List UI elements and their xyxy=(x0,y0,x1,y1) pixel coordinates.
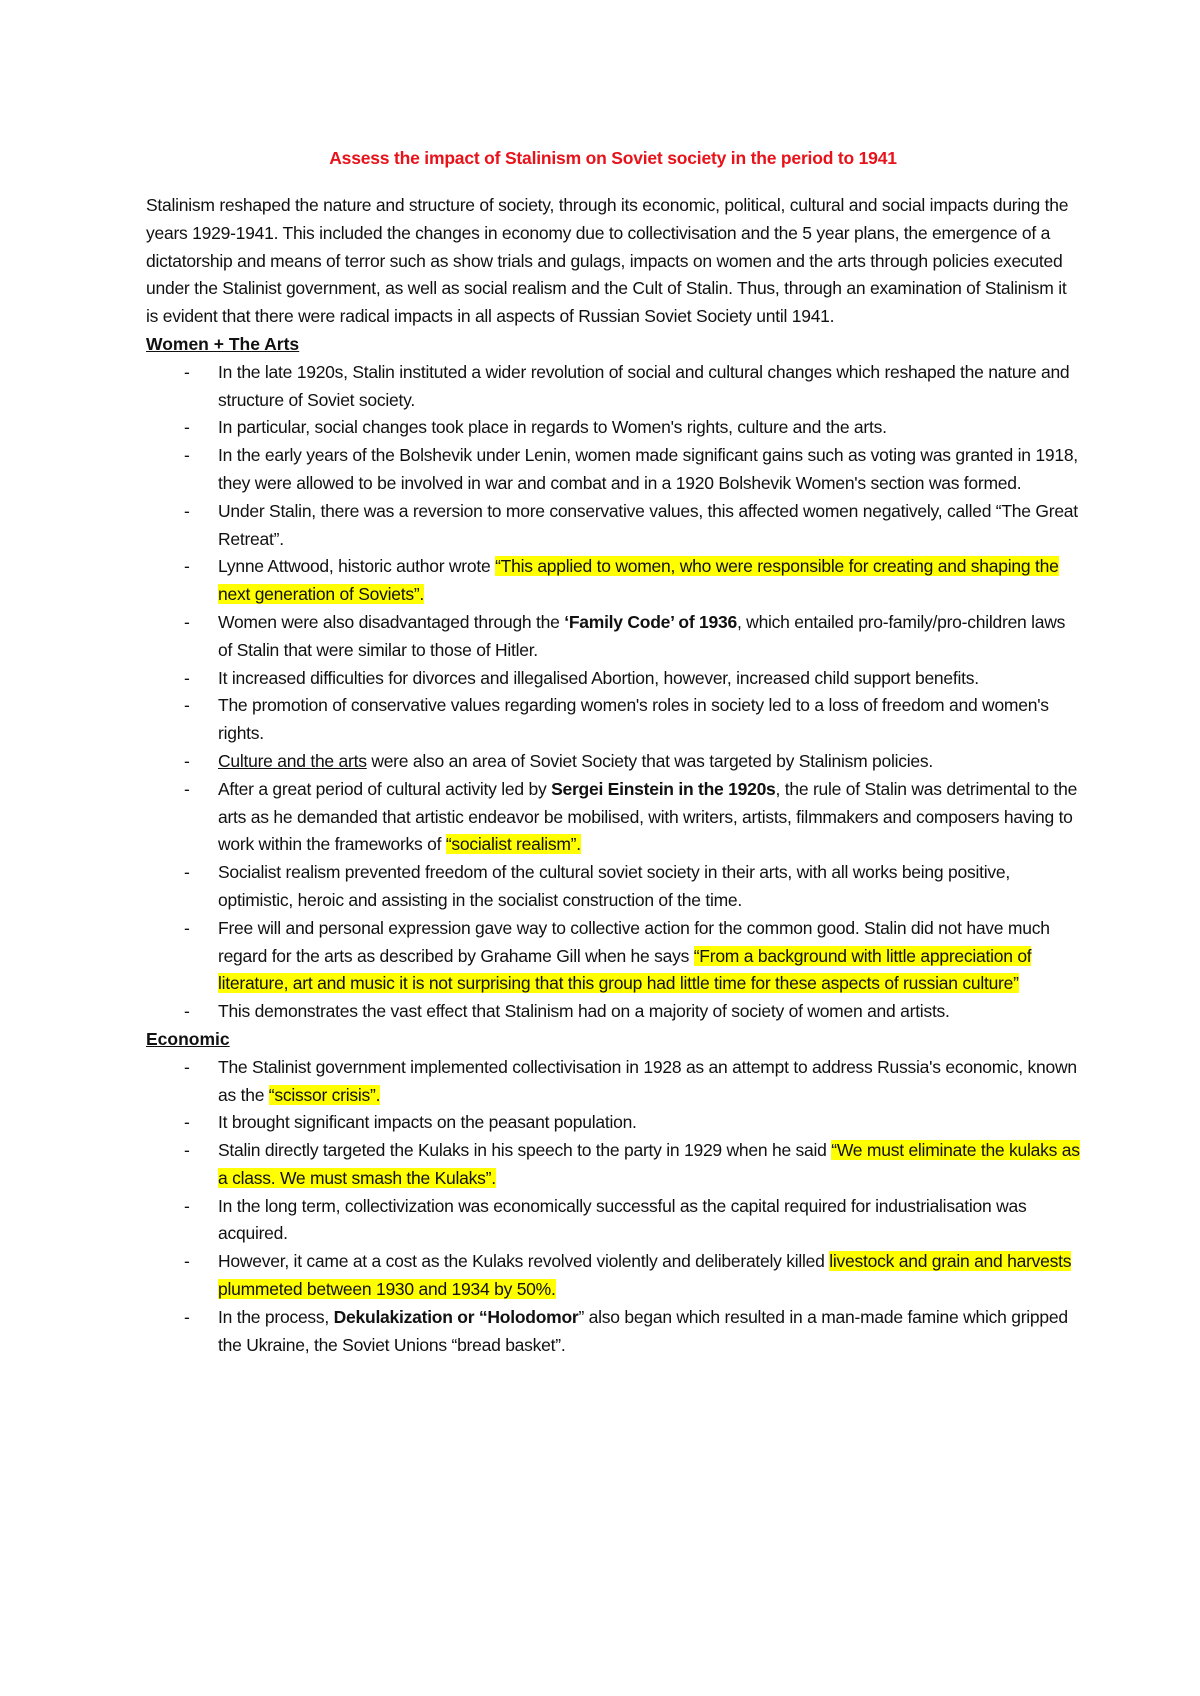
bullet-item xyxy=(184,1137,1080,1193)
highlighted-quote: “We must eliminate the kulaks as a class. We must smash the Kulaks”. xyxy=(218,1140,1080,1188)
highlighted-quote: “This applied to women, who were responsible for creating and shaping the next generation of Soviets”. xyxy=(218,556,1059,605)
highlighted-quote: “scissor crisis”. xyxy=(268,1084,381,1105)
bullet-bold: ‘Family Code’ of 1936 xyxy=(564,611,737,632)
section-heading: Economic xyxy=(146,1028,230,1049)
bullet-text: The promotion of conservative values regarding women's roles in society led to a loss of freedom and women's rights. xyxy=(218,695,1049,744)
bullet-dash: - xyxy=(184,862,190,883)
bullet-dash: - xyxy=(184,1306,190,1327)
bullet-item xyxy=(184,748,1080,776)
bullet-text: In the early years of the Bolshevik under Lenin, women made significant gains such as voting was granted in 1918, they were allowed to be involved in war and combat and in a 1920 Bolshevik Women's section was formed. xyxy=(218,445,1078,493)
bullet-item xyxy=(184,442,1080,498)
bullet-dash: - xyxy=(184,750,190,771)
bullet-item xyxy=(184,414,1080,442)
bullet-text: Lynne Attwood, historic author wrote xyxy=(218,556,496,577)
bullet-underline: Culture and the arts xyxy=(218,750,367,771)
bullet-bold: Dekulakization or “Holodomor xyxy=(333,1306,579,1327)
bullet-text: The Stalinist government implemented collectivisation in 1928 as an attempt to address Russia's economic, known as the xyxy=(218,1056,1077,1105)
highlighted-quote: “socialist realism”. xyxy=(445,834,581,855)
bullet-item xyxy=(184,859,1080,915)
section-heading: Women + The Arts xyxy=(146,333,300,354)
bullet-dash: - xyxy=(184,500,190,521)
bullet-dash: - xyxy=(184,556,190,577)
highlighted-quote: “From a background with little appreciation of literature, art and music it is not surprising that this group had little time for these aspects of russian culture” xyxy=(218,945,1032,994)
bullet-dash: - xyxy=(184,1140,190,1161)
bullet-text: Women were also disadvantaged through the xyxy=(218,611,565,632)
bullet-text: Stalin directly targeted the Kulaks in his speech to the party in 1929 when he said xyxy=(218,1140,832,1161)
bullet-text: In the late 1920s, Stalin instituted a wider revolution of social and cultural changes which reshaped the nature and structure of Soviet society. xyxy=(218,361,1070,410)
bullet-text: This demonstrates the vast effect that Stalinism had on a majority of society of women and artists. xyxy=(218,1001,950,1022)
bullet-item xyxy=(184,359,1080,415)
bullet-item xyxy=(184,998,1080,1026)
bullet-list xyxy=(146,1054,1080,1360)
bullet-text: ” also began which resulted in a man-made famine which gripped the Ukraine, the Soviet Unions “bread basket”. xyxy=(218,1306,1068,1355)
bullet-dash: - xyxy=(184,917,190,938)
bullet-dash: - xyxy=(184,417,190,438)
bullet-item xyxy=(184,915,1080,998)
bullet-dash: - xyxy=(184,1001,190,1022)
document-sections xyxy=(146,331,1080,1359)
bullet-text: Free will and personal expression gave way to collective action for the common good. Stalin did not have much regard for the arts as described by Grahame Gill when he says xyxy=(218,917,1050,966)
bullet-list xyxy=(146,359,1080,1026)
bullet-item xyxy=(184,1304,1080,1360)
bullet-item xyxy=(184,776,1080,859)
bullet-text: However, it came at a cost as the Kulaks revolved violently and deliberately killed xyxy=(218,1251,830,1272)
bullet-item xyxy=(184,692,1080,748)
bullet-dash: - xyxy=(184,1195,190,1216)
bullet-text: In particular, social changes took place in regards to Women's rights, culture and the arts. xyxy=(218,417,887,438)
highlighted-quote: livestock and grain and harvests plummeted between 1930 and 1934 by 50%. xyxy=(218,1251,1072,1300)
bullet-text: In the long term, collectivization was economically successful as the capital required for industrialisation was acquired. xyxy=(218,1195,1027,1244)
bullet-text: , which entailed pro-family/pro-children laws of Stalin that were similar to those of Hitler. xyxy=(218,611,1066,660)
bullet-item xyxy=(184,1193,1080,1249)
bullet-text: , the rule of Stalin was detrimental to the arts as he demanded that artistic endeavor be mobilised, with writers, artists, filmmakers and composers having to work within the frameworks of xyxy=(218,778,1078,855)
document-title: Assess the impact of Stalinism on Soviet society in the period to 1941 xyxy=(329,148,897,168)
bullet-dash: - xyxy=(184,1112,190,1133)
bullet-dash: - xyxy=(184,611,190,632)
bullet-text: Under Stalin, there was a reversion to more conservative values, this affected women negatively, called “The Great Retreat”. xyxy=(218,500,1078,549)
bullet-dash: - xyxy=(184,1251,190,1272)
bullet-item xyxy=(184,609,1080,665)
bullet-text: were also an area of Soviet Society that was targeted by Stalinism policies. xyxy=(366,750,934,771)
bullet-item xyxy=(184,1109,1080,1137)
bullet-item xyxy=(184,665,1080,693)
bullet-text: In the process, xyxy=(218,1306,334,1327)
bullet-text: After a great period of cultural activity led by xyxy=(218,778,552,799)
bullet-item xyxy=(184,553,1080,609)
bullet-dash: - xyxy=(184,445,190,466)
bullet-text: Socialist realism prevented freedom of the cultural soviet society in their arts, with all works being positive, optimistic, heroic and assisting in the socialist construction of the time. xyxy=(218,862,1010,910)
bullet-text: It increased difficulties for divorces and illegalised Abortion, however, increased child support benefits. xyxy=(218,667,979,688)
bullet-item xyxy=(184,498,1080,554)
bullet-item xyxy=(184,1248,1080,1304)
bullet-dash: - xyxy=(184,695,190,716)
bullet-dash: - xyxy=(184,361,190,382)
bullet-item xyxy=(184,1054,1080,1110)
bullet-bold: Sergei Einstein in the 1920s xyxy=(551,778,776,799)
bullet-dash: - xyxy=(184,1056,190,1077)
intro-paragraph: Stalinism reshaped the nature and structure of society, through its economic, political, cultural and social impacts during the years 1929-1941. This included the changes in economy due to collectivisation and the 5 year plans, the emergence of a dictatorship and means of terror such as show trials and gulags, impacts on women and the arts through policies executed under the Stalinist government, as well as social realism and the Cult of Stalin. Thus, through an examination of Stalinism it is evident that there were radical impacts in all aspects of Russian Soviet Society until 1941. xyxy=(146,195,1069,327)
bullet-dash: - xyxy=(184,667,190,688)
bullet-dash: - xyxy=(184,778,190,799)
bullet-text: It brought significant impacts on the peasant population. xyxy=(218,1112,637,1133)
